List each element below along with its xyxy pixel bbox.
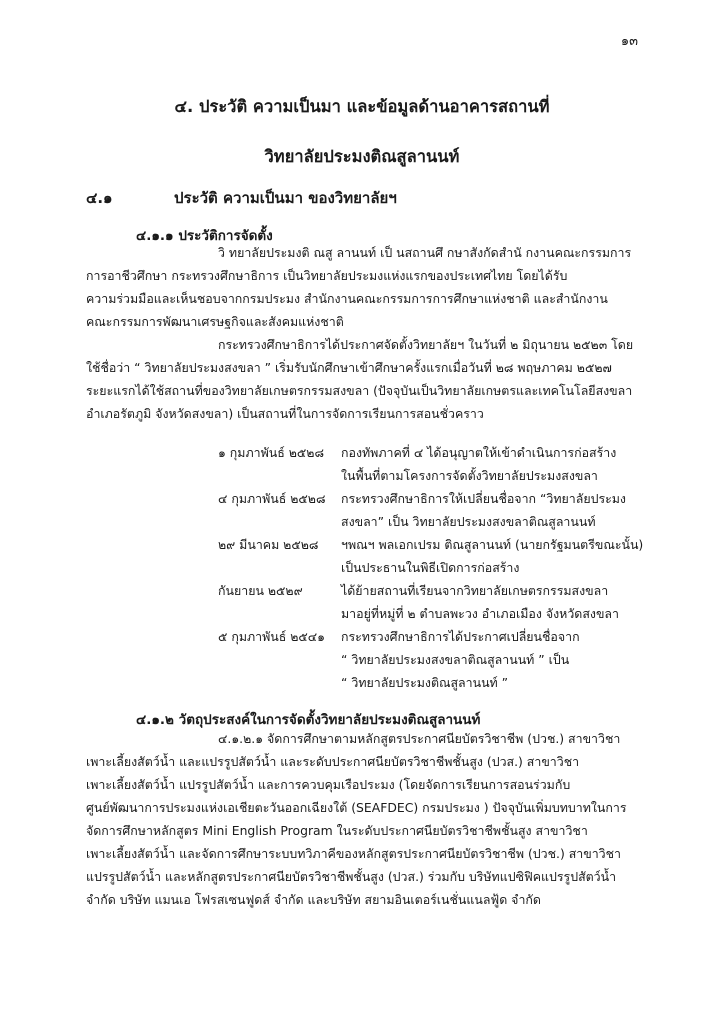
timeline-desc: กระทรวงศึกษาธิการได้ประกาศเปลี่ยนชื่อจาก bbox=[341, 629, 580, 644]
timeline-desc: ได้ย้ายสถานที่เรียนจากวิทยาลัยเกษตรกรรมสงขลา bbox=[341, 583, 609, 598]
timeline-date: ๒๙ มีนาคม ๒๕๒๘ bbox=[218, 537, 319, 552]
paragraph-line: การอาชีวศึกษา กระทรวงศึกษาธิการ เป็นวิทยาลัยประมงแห่งแรกของประเทศไทย โดยได้รับ bbox=[86, 268, 568, 283]
paragraph-line: ๔.๑.๒.๑ จัดการศึกษาตามหลักสูตรประกาศนียบัตรวิชาชีพ (ปวช.) สาขาวิชา bbox=[218, 731, 621, 746]
paragraph-line: ความร่วมมือและเห็นชอบจากกรมประมง สำนักงานคณะกรรมการการศึกษาแห่งชาติ และสำนักงาน bbox=[86, 291, 608, 306]
paragraph-line: จำกัด บริษัท แมนเอ โฟรสเซนฟูดส์ จำกัด และบริษัท สยามอินเตอร์เนชั่นแนลฟู้ด จำกัด bbox=[86, 892, 541, 907]
timeline-date: กันยายน ๒๕๒๙ bbox=[218, 583, 303, 598]
paragraph-line: เพาะเลี้ยงสัตว์น้ำ แปรรูปสัตว์น้ำ และการควบคุมเรือประมง (โดยจัดการเรียนการสอนร่วมกับ bbox=[86, 777, 571, 792]
timeline-desc: กองทัพภาคที่ ๔ ได้อนุญาตให้เข้าดำเนินการก่อสร้าง bbox=[341, 445, 617, 460]
paragraph-line: อำเภอรัตภูมิ จังหวัดสงขลา) เป็นสถานที่ในการจัดการเรียนการสอนชั่วคราว bbox=[86, 406, 484, 421]
paragraph-line: จัดการศึกษาหลักสูตร Mini English Program ในระดับประกาศนียบัตรวิชาชีพชั้นสูง สาขาวิชา bbox=[86, 823, 588, 838]
timeline-desc: เป็นประธานในพิธีเปิดการก่อสร้าง bbox=[341, 560, 520, 575]
section-4-1-number: ๔.๑ bbox=[86, 189, 113, 207]
timeline-desc: กระทรวงศึกษาธิการให้เปลี่ยนชื่อจาก “วิทยาลัยประมง bbox=[341, 491, 626, 506]
paragraph-line: คณะกรรมการพัฒนาเศรษฐกิจและสังคมแห่งชาติ bbox=[86, 314, 344, 329]
timeline-date: ๔ กุมภาพันธ์ ๒๕๒๘ bbox=[218, 491, 326, 506]
paragraph-line: ระยะแรกได้ใช้สถานที่ของวิทยาลัยเกษตรกรรมสงขลา (ปัจจุบันเป็นวิทยาลัยเกษตรและเทคโนโลยีสงขลา bbox=[86, 383, 633, 398]
timeline-desc: ฯพณฯ พลเอกเปรม ติณสูลานนท์ (นายกรัฐมนตรีขณะนั้น) bbox=[341, 537, 644, 552]
timeline-desc: สงขลา” เป็น วิทยาลัยประมงสงขลาติณสูลานนท์ bbox=[341, 514, 596, 529]
document-title-line-2: วิทยาลัยประมงติณสูลานนท์ bbox=[264, 147, 460, 166]
timeline-date: ๕ กุมภาพันธ์ ๒๕๔๑ bbox=[218, 629, 326, 644]
paragraph-line: วิ ทยาลัยประมงติ ณสู ลานนท์ เป็ นสถานศึ กษาสังกัดสำนั กงานคณะกรรมการ bbox=[218, 245, 632, 260]
paragraph-line: แปรรูปสัตว์น้ำ และหลักสูตรประกาศนียบัตรวิชาชีพชั้นสูง (ปวส.) ร่วมกับ บริษัทแปซิฟิคแปรรูปสัตว์น้ำ bbox=[86, 869, 617, 884]
paragraph-line: เพาะเลี้ยงสัตว์น้ำ และจัดการศึกษาระบบทวิภาคีของหลักสูตรประกาศนียบัตรวิชาชีพ (ปวช.) สาขาวิชา bbox=[86, 846, 621, 861]
timeline-desc: มาอยู่ที่หมู่ที่ ๒ ตำบลพะวง อำเภอเมือง จังหวัดสงขลา bbox=[341, 606, 619, 621]
timeline-desc: “ วิทยาลัยประมงสงขลาติณสูลานนท์ ” เป็น bbox=[341, 652, 570, 667]
section-4-1-1-heading: ๔.๑.๑ ประวัติการจัดตั้ง bbox=[136, 228, 273, 244]
paragraph-line: เพาะเลี้ยงสัตว์น้ำ และแปรรูปสัตว์น้ำ และระดับประกาศนียบัตรวิชาชีพชั้นสูง (ปวส.) สาขาวิชา bbox=[86, 754, 580, 769]
paragraph-line: กระทรวงศึกษาธิการได้ประกาศจัดตั้งวิทยาลัยฯ ในวันที่ ๒ มิถุนายน ๒๕๒๓ โดย bbox=[218, 337, 634, 352]
paragraph-line: ศูนย์พัฒนาการประมงแห่งเอเชียตะวันออกเฉียงใต้ (SEAFDEC) กรมประมง ) ปัจจุบันเพิ่มบทบาทในการ bbox=[86, 800, 627, 815]
page-number: ๑๓ bbox=[620, 34, 638, 49]
paragraph-line: ใช้ชื่อว่า “ วิทยาลัยประมงสงขลา ” เริ่มรับนักศึกษาเข้าศึกษาครั้งแรกเมื่อวันที่ ๒๘ พฤษภาคม ๒๕๒๗ bbox=[86, 360, 612, 375]
timeline-desc: ในพื้นที่ตามโครงการจัดตั้งวิทยาลัยประมงสงขลา bbox=[341, 468, 598, 483]
timeline-date: ๑ กุมภาพันธ์ ๒๕๒๘ bbox=[218, 445, 325, 460]
document-title-line-1: ๔. ประวัติ ความเป็นมา และข้อมูลด้านอาคารสถานที่ bbox=[174, 97, 550, 116]
timeline-desc: “ วิทยาลัยประมงติณสูลานนท์ ” bbox=[341, 675, 509, 690]
section-4-1-2-heading: ๔.๑.๒ วัตถุประสงค์ในการจัดตั้งวิทยาลัยประมงติณสูลานนท์ bbox=[136, 712, 481, 728]
section-4-1-title: ประวัติ ความเป็นมา ของวิทยาลัยฯ bbox=[174, 189, 397, 207]
